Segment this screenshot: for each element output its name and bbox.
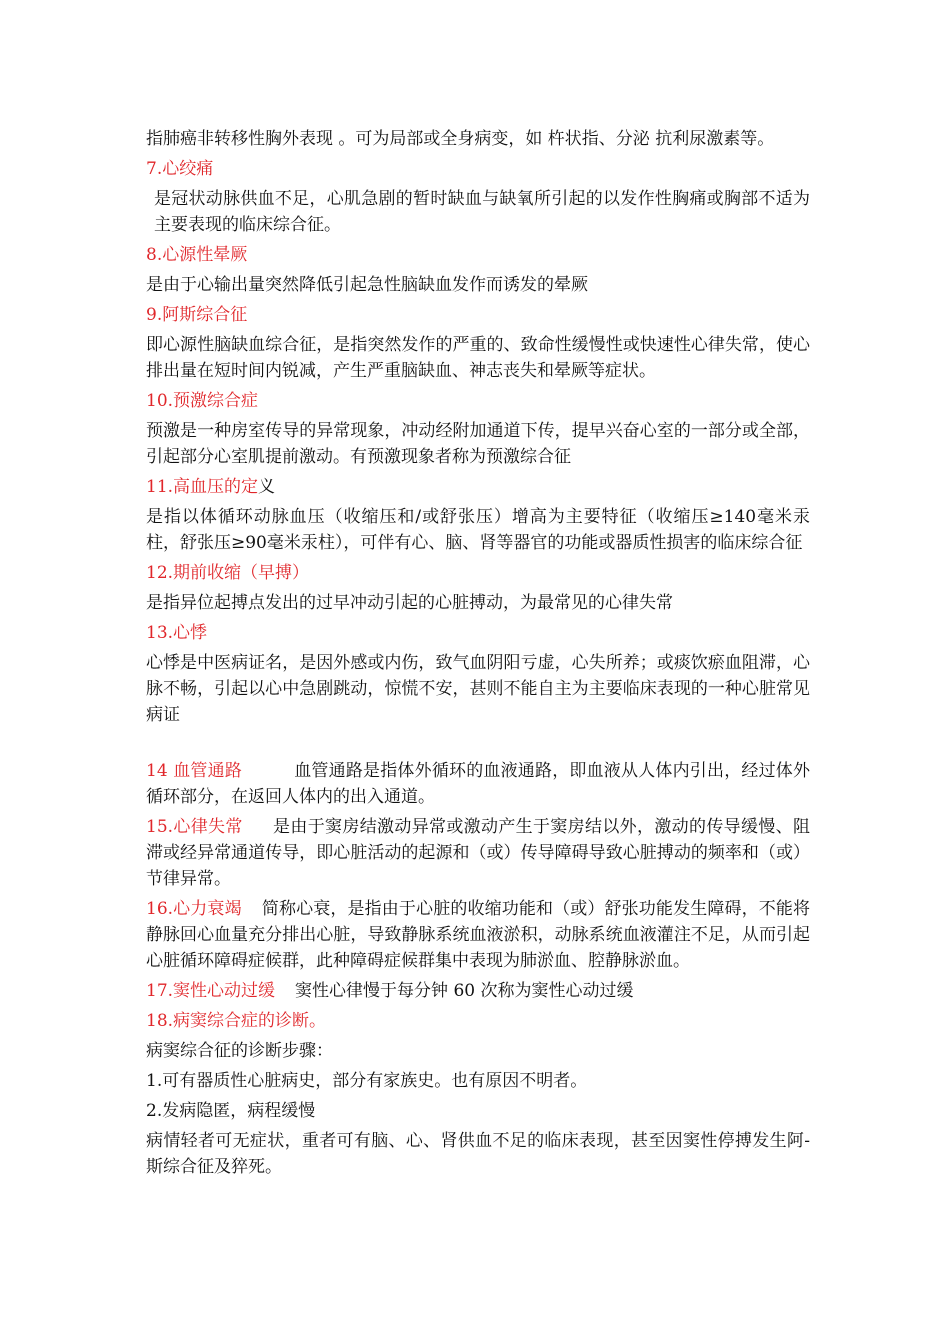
definition-preexcitation: 预激是一种房室传导的异常现象，冲动经附加通道下传，提早兴奋心室的一部分或全部，引起部分心室肌提前激动。有预激现象者称为预激综合征 xyxy=(146,421,810,467)
entry-vascular-access xyxy=(146,758,810,810)
heading-sick-sinus-diagnosis: 18.病窦综合症的诊断。 xyxy=(146,1011,327,1031)
intro-paragraph: 指肺癌非转移性胸外表现 。可为局部或全身病变，如 杵状指、分泌 抗利尿激素等。 xyxy=(146,129,775,149)
heading-hypertension xyxy=(146,474,810,500)
entry-heart-failure xyxy=(146,896,810,974)
heading-adams-stokes: 9.阿斯综合征 xyxy=(146,305,248,325)
entry-arrhythmia xyxy=(146,814,810,892)
heading-vascular-access: 14 血管通路 xyxy=(146,761,243,781)
heading-hypertension-black: 义 xyxy=(258,477,276,497)
definition-hypertension: 是指以体循环动脉血压（收缩压和/或舒张压）增高为主要特征（收缩压≥140毫米汞柱，舒张压≥90毫米汞柱），可伴有心、脑、肾等器官的功能或器质性损害的临床综合征 xyxy=(146,507,810,553)
heading-premature-contraction: 12.期前收缩（早搏） xyxy=(146,563,310,583)
diagnosis-step-2-detail: 病情轻者可无症状，重者可有脑、心、肾供血不足的临床表现，甚至因窦性停搏发生阿-斯综合征及猝死。 xyxy=(146,1131,810,1177)
heading-sinus-bradycardia: 17.窦性心动过缓 xyxy=(146,981,276,1001)
entry-sinus-bradycardia xyxy=(146,978,810,1004)
diagnosis-steps-title: 病窦综合征的诊断步骤： xyxy=(146,1041,333,1061)
definition-arrhythmia: 是由于窦房结激动异常或激动产生于窦房结以外，激动的传导缓慢、阻滞或经异常通道传导，即心脏活动的起源和（或）传导障碍导致心脏搏动的频率和（或）节律异常。 xyxy=(146,817,810,889)
definition-premature-contraction: 是指异位起搏点发出的过早冲动引起的心脏搏动，为最常见的心律失常 xyxy=(146,593,673,613)
heading-angina: 7.心绞痛 xyxy=(146,159,214,179)
definition-sinus-bradycardia: 窦性心律慢于每分钟 60 次称为窦性心动过缓 xyxy=(295,981,634,1001)
diagnosis-step-1: 1.可有器质性心脏病史，部分有家族史。也有原因不明者。 xyxy=(146,1071,588,1091)
heading-arrhythmia: 15.心律失常 xyxy=(146,817,243,837)
heading-hypertension-red: 11.高血压的定 xyxy=(146,477,259,497)
heading-preexcitation: 10.预激综合症 xyxy=(146,391,259,411)
heading-cardiogenic-syncope: 8.心源性晕厥 xyxy=(146,245,248,265)
definition-heart-failure: 简称心衰，是指由于心脏的收缩功能和（或）舒张功能发生障碍，不能将静脉回心血量充分排出心脏，导致静脉系统血液淤积，动脉系统血液灌注不足，从而引起心脏循环障碍症候群，此种障碍症候群集中表现为肺淤血、腔静脉淤血。 xyxy=(146,899,811,971)
heading-palpitation: 13.心悸 xyxy=(146,623,208,643)
definition-palpitation: 心悸是中医病证名，是因外感或内伤，致气血阴阳亏虚，心失所养；或痰饮瘀血阻滞，心脉不畅，引起以心中急剧跳动，惊慌不安，甚则不能自主为主要临床表现的一种心脏常见病证 xyxy=(146,653,810,725)
definition-cardiogenic-syncope: 是由于心输出量突然降低引起急性脑缺血发作而诱发的晕厥 xyxy=(146,275,588,295)
blank-line xyxy=(146,732,810,758)
definition-adams-stokes: 即心源性脑缺血综合征，是指突然发作的严重的、致命性缓慢性或快速性心律失常，使心排出量在短时间内锐减，产生严重脑缺血、神志丧失和晕厥等症状。 xyxy=(146,335,810,381)
definition-angina: 是冠状动脉供血不足，心肌急剧的暂时缺血与缺氧所引起的以发作性胸痛或胸部不适为主要表现的临床综合征。 xyxy=(154,189,810,235)
definition-vascular-access: 血管通路是指体外循环的血液通路，即血液从人体内引出，经过体外循环部分，在返回人体内的出入通道。 xyxy=(146,761,810,807)
heading-heart-failure: 16.心力衰竭 xyxy=(146,899,242,919)
diagnosis-step-2: 2.发病隐匿，病程缓慢 xyxy=(146,1101,316,1121)
document-page xyxy=(146,126,810,1184)
